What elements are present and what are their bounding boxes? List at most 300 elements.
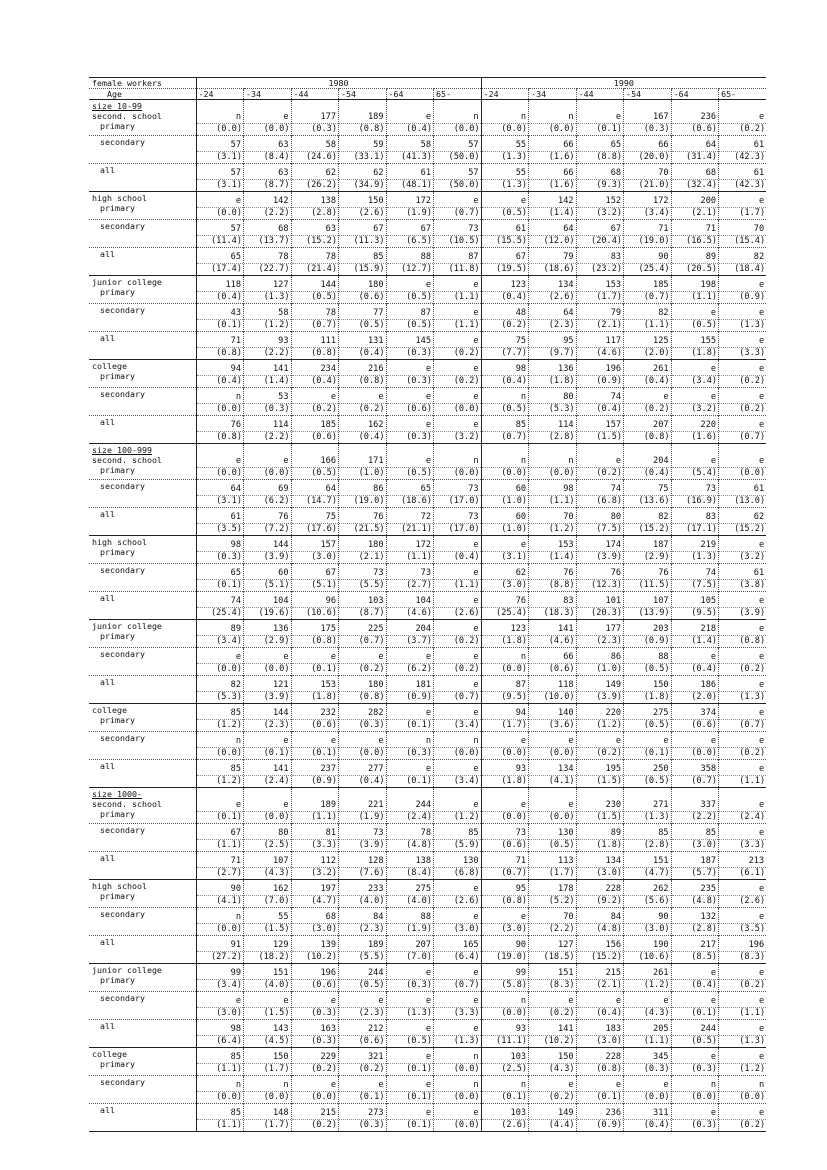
share-percent: (48.1) — [387, 179, 434, 191]
share-percent: (1.2) — [197, 719, 244, 731]
wage-value: e — [663, 392, 669, 402]
share-percent: (18.5) — [529, 951, 576, 963]
share-percent: (0.2) — [577, 467, 624, 479]
value-cell — [481, 480, 529, 508]
value-cell — [339, 704, 387, 732]
value-cell — [291, 508, 339, 536]
share-percent: (18.6) — [529, 263, 576, 275]
share-percent: (2.7) — [197, 867, 244, 879]
value-cell — [529, 1048, 577, 1076]
share-percent: (5.3) — [529, 403, 576, 415]
value-cell — [671, 788, 719, 824]
share-percent: (1.2) — [624, 979, 671, 991]
value-cell — [244, 416, 292, 444]
share-percent: (8.3) — [529, 979, 576, 991]
wage-value: 215 — [605, 968, 622, 978]
value-cell — [576, 388, 624, 416]
share-percent: (18.4) — [719, 263, 766, 275]
share-percent: (4.1) — [529, 775, 576, 787]
row-label — [89, 648, 196, 676]
wage-value: 219 — [700, 540, 717, 550]
share-percent: (5.9) — [434, 839, 481, 851]
value-cell — [386, 824, 434, 852]
share-percent: (0.4) — [339, 347, 386, 359]
wage-value: 141 — [272, 764, 289, 774]
value-cell — [576, 788, 624, 824]
value-cell — [624, 676, 672, 704]
share-percent: (0.4) — [624, 467, 671, 479]
share-percent: (2.1) — [577, 979, 624, 991]
share-percent: (7.5) — [577, 523, 624, 535]
wage-value: e — [425, 420, 431, 430]
share-percent: (3.2) — [577, 207, 624, 219]
value-cell — [196, 332, 244, 360]
value-cell — [529, 100, 577, 136]
wage-value: e — [473, 364, 479, 374]
share-percent: (13.0) — [719, 495, 766, 507]
value-cell — [196, 220, 244, 248]
share-percent: (1.1) — [434, 579, 481, 591]
share-percent: (0.0) — [244, 663, 291, 675]
wage-value: 174 — [605, 540, 622, 550]
share-percent: (2.3) — [577, 635, 624, 647]
value-cell — [386, 760, 434, 788]
value-cell — [719, 388, 767, 416]
wage-value: 196 — [320, 968, 336, 978]
share-percent: (13.9) — [624, 607, 671, 619]
wage-value: 77 — [373, 308, 384, 318]
value-cell — [291, 592, 339, 620]
table-row — [89, 824, 766, 852]
wage-value: 84 — [610, 912, 622, 922]
wage-value: e — [425, 1052, 431, 1062]
value-cell — [434, 824, 482, 852]
share-percent: (0.8) — [197, 431, 244, 443]
share-percent: (21.0) — [624, 179, 671, 191]
value-cell — [244, 220, 292, 248]
wage-value: e — [473, 596, 479, 606]
value-cell — [434, 992, 482, 1020]
share-percent: (2.5) — [244, 839, 291, 851]
value-cell — [529, 880, 577, 908]
value-cell — [196, 360, 244, 388]
wage-value: 70 — [563, 912, 574, 922]
share-percent: (0.0) — [719, 467, 766, 479]
age-col-11: 65- — [719, 89, 767, 100]
share-percent: (11.8) — [434, 263, 481, 275]
table-row — [89, 620, 766, 648]
value-cell — [386, 908, 434, 936]
value-cell — [576, 136, 624, 164]
wage-value: n — [568, 112, 574, 122]
wage-value: 171 — [367, 456, 384, 466]
share-percent: (4.8) — [672, 895, 719, 907]
share-percent: (0.6) — [339, 1035, 386, 1047]
value-cell — [481, 248, 529, 276]
wage-table — [89, 77, 766, 1132]
wage-value: n — [235, 736, 241, 746]
share-percent: (0.8) — [339, 123, 386, 135]
wage-value: 155 — [700, 336, 717, 346]
share-percent: (0.5) — [387, 319, 434, 331]
value-cell — [339, 304, 387, 332]
value-cell — [196, 480, 244, 508]
wage-value: 82 — [230, 680, 241, 690]
wage-value: 58 — [325, 140, 336, 150]
wage-value: e — [473, 420, 479, 430]
share-percent: (0.3) — [624, 123, 671, 135]
wage-value: 99 — [230, 968, 241, 978]
share-percent: (3.4) — [672, 375, 719, 387]
value-cell — [196, 1020, 244, 1048]
share-percent: (0.1) — [387, 1119, 434, 1131]
share-percent: (0.3) — [244, 403, 291, 415]
share-percent: (19.0) — [624, 235, 671, 247]
wage-value: 89 — [610, 828, 622, 838]
value-cell — [339, 964, 387, 992]
value-cell — [671, 908, 719, 936]
wage-value: n — [473, 736, 479, 746]
value-cell — [244, 676, 292, 704]
value-cell — [719, 416, 767, 444]
value-cell — [576, 332, 624, 360]
value-cell — [196, 1076, 244, 1104]
wage-value: 156 — [605, 940, 622, 950]
value-cell — [529, 388, 577, 416]
value-cell — [671, 332, 719, 360]
wage-value: 217 — [700, 940, 717, 950]
row-label — [89, 360, 196, 388]
share-percent: (9.5) — [672, 607, 719, 619]
share-percent: (19.6) — [244, 607, 291, 619]
value-cell — [671, 880, 719, 908]
value-cell — [481, 760, 529, 788]
value-cell — [719, 592, 767, 620]
value-cell — [719, 360, 767, 388]
share-percent: (0.8) — [197, 347, 244, 359]
value-cell — [481, 704, 529, 732]
value-cell — [481, 388, 529, 416]
row-type-label: secondary — [100, 909, 145, 919]
wage-value: 177 — [605, 624, 622, 634]
value-cell — [529, 732, 577, 760]
wage-value: 228 — [605, 884, 622, 894]
value-cell — [339, 564, 387, 592]
value-cell — [434, 164, 482, 192]
share-percent: (19.0) — [482, 951, 529, 963]
share-percent: (1.1) — [387, 551, 434, 563]
share-percent: (0.6) — [672, 123, 719, 135]
table-row — [89, 704, 766, 732]
wage-value: 233 — [367, 884, 384, 894]
row-type-label: all — [100, 417, 115, 427]
value-cell — [434, 936, 482, 964]
table-row — [89, 220, 766, 248]
value-cell — [434, 704, 482, 732]
wage-value: 189 — [367, 112, 384, 122]
wage-value: 67 — [230, 828, 241, 838]
wage-value: 61 — [753, 140, 765, 150]
wage-value: 68 — [278, 224, 289, 234]
row-type-label: all — [100, 677, 115, 687]
share-percent: (0.4) — [672, 979, 719, 991]
share-percent: (2.3) — [529, 319, 576, 331]
wage-value: 79 — [563, 252, 574, 262]
value-cell — [671, 992, 719, 1020]
share-percent: (0.7) — [672, 775, 719, 787]
wage-value: 85 — [230, 708, 241, 718]
wage-value: e — [473, 968, 479, 978]
value-cell — [719, 732, 767, 760]
wage-value: 65 — [230, 252, 241, 262]
value-cell — [624, 480, 672, 508]
wage-value: e — [425, 764, 431, 774]
value-cell — [624, 852, 672, 880]
value-cell — [719, 164, 767, 192]
share-percent: (0.3) — [672, 1063, 719, 1075]
share-percent: (11.1) — [482, 1035, 529, 1047]
share-percent: (4.5) — [244, 1035, 291, 1047]
share-percent: (0.2) — [719, 979, 766, 991]
wage-value: e — [473, 884, 479, 894]
value-cell — [481, 564, 529, 592]
value-cell — [434, 880, 482, 908]
age-col-2: -44 — [291, 89, 339, 100]
row-type-label: primary — [100, 203, 135, 213]
value-cell — [434, 248, 482, 276]
share-percent: (0.5) — [529, 839, 576, 851]
wage-value: 244 — [367, 968, 384, 978]
value-cell — [624, 704, 672, 732]
share-percent: (2.3) — [339, 923, 386, 935]
value-cell — [481, 100, 529, 136]
share-percent: (0.2) — [292, 403, 339, 415]
wage-value: 150 — [653, 680, 669, 690]
value-cell — [291, 536, 339, 564]
share-percent: (2.6) — [434, 895, 481, 907]
share-percent: (1.3) — [719, 1035, 766, 1047]
share-percent: (0.4) — [339, 431, 386, 443]
value-cell — [719, 788, 767, 824]
wage-value: e — [330, 996, 336, 1006]
wage-value: 86 — [373, 484, 384, 494]
share-percent: (1.1) — [197, 839, 244, 851]
value-cell — [434, 732, 482, 760]
wage-value: 180 — [367, 680, 384, 690]
value-cell — [291, 360, 339, 388]
wage-value: 150 — [272, 1052, 289, 1062]
value-cell — [576, 276, 624, 304]
share-percent: (12.3) — [577, 579, 624, 591]
value-cell — [434, 676, 482, 704]
value-cell — [434, 964, 482, 992]
share-percent: (0.1) — [387, 1063, 434, 1075]
share-percent: (1.0) — [339, 467, 386, 479]
wage-value: 196 — [748, 940, 765, 950]
wage-value: 148 — [272, 1108, 289, 1118]
value-cell — [719, 192, 767, 220]
value-cell — [624, 1076, 672, 1104]
wage-value: 112 — [320, 856, 336, 866]
value-cell — [196, 304, 244, 332]
value-cell — [244, 788, 292, 824]
wage-value: 73 — [705, 484, 717, 494]
value-cell — [671, 648, 719, 676]
value-cell — [624, 164, 672, 192]
share-percent: (6.2) — [387, 663, 434, 675]
value-cell — [339, 276, 387, 304]
age-col-3: -54 — [339, 89, 387, 100]
share-percent: (0.3) — [292, 1035, 339, 1047]
wage-value: 55 — [515, 140, 527, 150]
wage-value: e — [473, 912, 479, 922]
table-row — [89, 360, 766, 388]
wage-value: e — [663, 736, 669, 746]
row-type-label: all — [100, 333, 115, 343]
value-cell — [719, 276, 767, 304]
share-percent: (0.4) — [577, 403, 624, 415]
value-cell — [291, 992, 339, 1020]
table-row — [89, 480, 766, 508]
wage-value: 103 — [510, 1108, 527, 1118]
value-cell — [576, 620, 624, 648]
wage-value: e — [520, 196, 527, 206]
value-cell — [386, 444, 434, 480]
value-cell — [576, 480, 624, 508]
wage-value: 123 — [510, 624, 527, 634]
share-percent: (3.5) — [197, 523, 244, 535]
wage-value: 134 — [558, 764, 574, 774]
table-row — [89, 964, 766, 992]
wage-value: e — [663, 996, 669, 1006]
wage-value: n — [235, 392, 241, 402]
share-percent: (12.7) — [387, 263, 434, 275]
value-cell — [291, 480, 339, 508]
wage-value: 273 — [367, 1108, 384, 1118]
row-label — [89, 444, 196, 480]
share-percent: (1.1) — [292, 811, 339, 823]
wage-value: 76 — [373, 512, 384, 522]
row-type-label: secondary — [100, 1077, 145, 1087]
value-cell — [244, 564, 292, 592]
wage-value: e — [758, 456, 765, 466]
school-label: junior college — [92, 965, 162, 975]
share-percent: (2.3) — [244, 719, 291, 731]
value-cell — [434, 100, 482, 136]
value-cell — [624, 248, 672, 276]
share-percent: (7.7) — [482, 347, 529, 359]
wage-value: 261 — [653, 364, 669, 374]
share-percent: (2.2) — [244, 431, 291, 443]
share-percent: (0.5) — [624, 663, 671, 675]
share-percent: (1.4) — [244, 375, 291, 387]
share-percent: (0.2) — [434, 663, 481, 675]
value-cell — [576, 444, 624, 480]
row-type-label: secondary — [100, 733, 145, 743]
value-cell — [671, 1048, 719, 1076]
value-cell — [576, 1020, 624, 1048]
share-percent: (3.3) — [434, 1007, 481, 1019]
wage-value: 67 — [373, 224, 384, 234]
share-percent: (0.2) — [434, 635, 481, 647]
share-percent: (26.2) — [292, 179, 339, 191]
share-percent: (0.4) — [387, 123, 434, 135]
wage-value: e — [473, 308, 479, 318]
row-type-label: all — [100, 1105, 115, 1115]
age-col-1: -34 — [244, 89, 292, 100]
value-cell — [481, 936, 529, 964]
share-percent: (1.3) — [624, 811, 671, 823]
value-cell — [339, 416, 387, 444]
share-percent: (0.9) — [577, 375, 624, 387]
share-percent: (8.4) — [387, 867, 434, 879]
value-cell — [386, 992, 434, 1020]
share-percent: (7.0) — [387, 951, 434, 963]
wage-value: 218 — [700, 624, 717, 634]
share-percent: (1.0) — [482, 523, 529, 535]
value-cell — [624, 444, 672, 480]
wage-value: e — [758, 1024, 765, 1034]
value-cell — [624, 100, 672, 136]
row-type-label: secondary — [100, 825, 145, 835]
wage-value: e — [758, 708, 765, 718]
wage-value: 73 — [468, 512, 479, 522]
share-percent: (1.1) — [719, 1007, 766, 1019]
row-label — [89, 480, 196, 508]
value-cell — [576, 964, 624, 992]
share-percent: (0.9) — [292, 775, 339, 787]
table-row — [89, 1104, 766, 1132]
share-percent: (0.8) — [292, 635, 339, 647]
value-cell — [671, 1020, 719, 1048]
table-row — [89, 936, 766, 964]
wage-value: 262 — [653, 884, 669, 894]
value-cell — [481, 304, 529, 332]
row-type-label: secondary — [100, 221, 145, 231]
share-percent: (15.4) — [719, 235, 766, 247]
wage-value: 103 — [510, 1052, 527, 1062]
wage-value: e — [758, 764, 765, 774]
value-cell — [291, 136, 339, 164]
share-percent: (0.0) — [244, 1091, 291, 1103]
value-cell — [624, 564, 672, 592]
wage-value: 172 — [415, 540, 431, 550]
table-row — [89, 648, 766, 676]
value-cell — [624, 592, 672, 620]
wage-value: 311 — [653, 1108, 669, 1118]
row-label — [89, 852, 196, 880]
wage-value: n — [520, 112, 527, 122]
value-cell — [624, 964, 672, 992]
share-percent: (22.7) — [244, 263, 291, 275]
share-percent: (12.0) — [529, 235, 576, 247]
table-row — [89, 388, 766, 416]
table-row — [89, 192, 766, 220]
wage-value: 90 — [515, 940, 527, 950]
header-row-ages — [89, 89, 766, 100]
wage-value: e — [425, 968, 431, 978]
value-cell — [529, 444, 577, 480]
share-percent: (15.2) — [577, 951, 624, 963]
value-cell — [339, 852, 387, 880]
wage-value: 113 — [558, 856, 574, 866]
value-cell — [624, 276, 672, 304]
wage-value: e — [758, 912, 765, 922]
share-percent: (0.2) — [292, 1119, 339, 1131]
wage-value: 236 — [605, 1108, 622, 1118]
value-cell — [719, 1076, 767, 1104]
share-percent: (1.5) — [244, 923, 291, 935]
